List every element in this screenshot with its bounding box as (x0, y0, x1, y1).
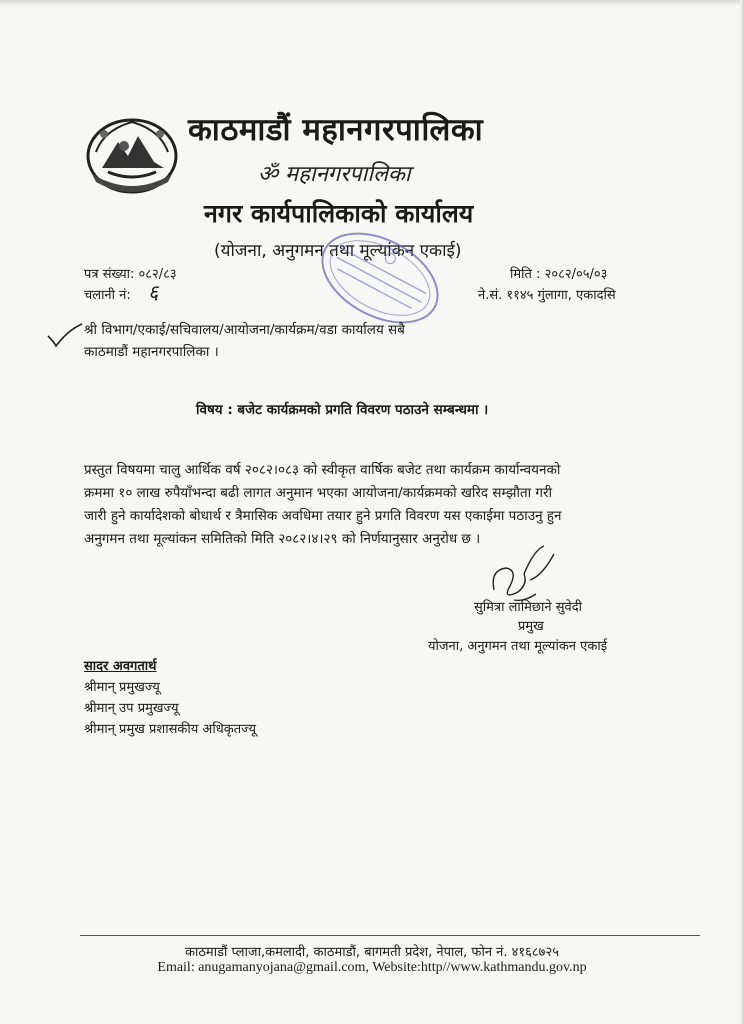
footer-address: काठमाडौं प्लाजा,कमलादी, काठमाडौं, बागमती प्रदेश, नेपाल, फोन नं. ४१६८७२५ (185, 945, 559, 960)
signatory-unit: योजना, अनुगमन तथा मूल्यांकन एकाई (428, 639, 608, 654)
reference-number: पत्र संख्या: ०८२/८३ (84, 267, 177, 282)
office-name: नगर कार्यपालिकाको कार्यालय (204, 199, 474, 228)
body-line-1: प्रस्तुत विषयमा चालु आर्थिक वर्ष २०८२।०८३ को स्वीकृत वार्षिक बजेट तथा कार्यक्रम कार्यान्वयनको (84, 462, 561, 478)
nepal-emblem-icon (84, 112, 180, 196)
handwritten-tick-icon (44, 320, 84, 350)
dispatch-number: ६ (148, 280, 159, 304)
footer-divider (80, 935, 700, 936)
body-line-3: जारी हुने कार्यादेशको बोधार्थ र त्रैमासिक अवधिमा तयार हुने प्रगति विवरण यस एकाईमा पठाउनु हुन (84, 508, 562, 524)
cc-item: श्रीमान् उप प्रमुखज्यू (84, 701, 179, 716)
nepal-sambat-date: ने.सं. ११४५ गुंलागा, एकादसि (478, 288, 616, 303)
dispatch-label: चलानी नं: (84, 288, 131, 303)
addressee-line-1: श्री विभाग/एकाई/सचिवालय/आयोजना/कार्यक्रम/वडा कार्यालय सबै (84, 322, 405, 338)
signatory-name: सुमित्रा लामिछाने सुवेदी (474, 600, 583, 615)
unit-name: (योजना, अनुगमन तथा मूल्यांकन एकाई) (214, 241, 462, 261)
cc-heading: सादर अवगतार्थ (84, 659, 157, 674)
addressee-line-2: काठमाडौं महानगरपालिका । (84, 344, 219, 360)
footer-contact: Email: anugamanyojana@gmail.com, Website:http//www.kathmandu.gov.np (157, 960, 587, 975)
letter-subject: विषय : बजेट कार्यक्रमको प्रगति विवरण पठाउने सम्बन्धमा । (196, 402, 489, 418)
body-line-2: क्रममा १० लाख रुपैयाँभन्दा बढी लागत अनुमान भएका आयोजना/कार्यक्रमको खरिद सम्झौता गरी (84, 485, 553, 501)
scan-edge-right (740, 0, 744, 1024)
cc-item: श्रीमान् प्रमुख प्रशासकीय अधिकृतज्यू (84, 722, 257, 737)
org-name-script: ॐ महानगरपालिका (258, 162, 411, 187)
official-stamp-icon (310, 228, 450, 328)
signatory-title: प्रमुख (518, 619, 544, 634)
body-line-4: अनुगमन तथा मूल्यांकन समितिको मिति २०८२।४।२९ को निर्णयानुसार अनुरोध छ । (84, 531, 481, 547)
letter-date: मिति : २०८२/०५/०३ (510, 267, 608, 282)
org-name: काठमाडौं महानगरपालिका (188, 112, 484, 148)
scan-edge-top (0, 0, 744, 6)
cc-item: श्रीमान् प्रमुखज्यू (84, 680, 160, 695)
